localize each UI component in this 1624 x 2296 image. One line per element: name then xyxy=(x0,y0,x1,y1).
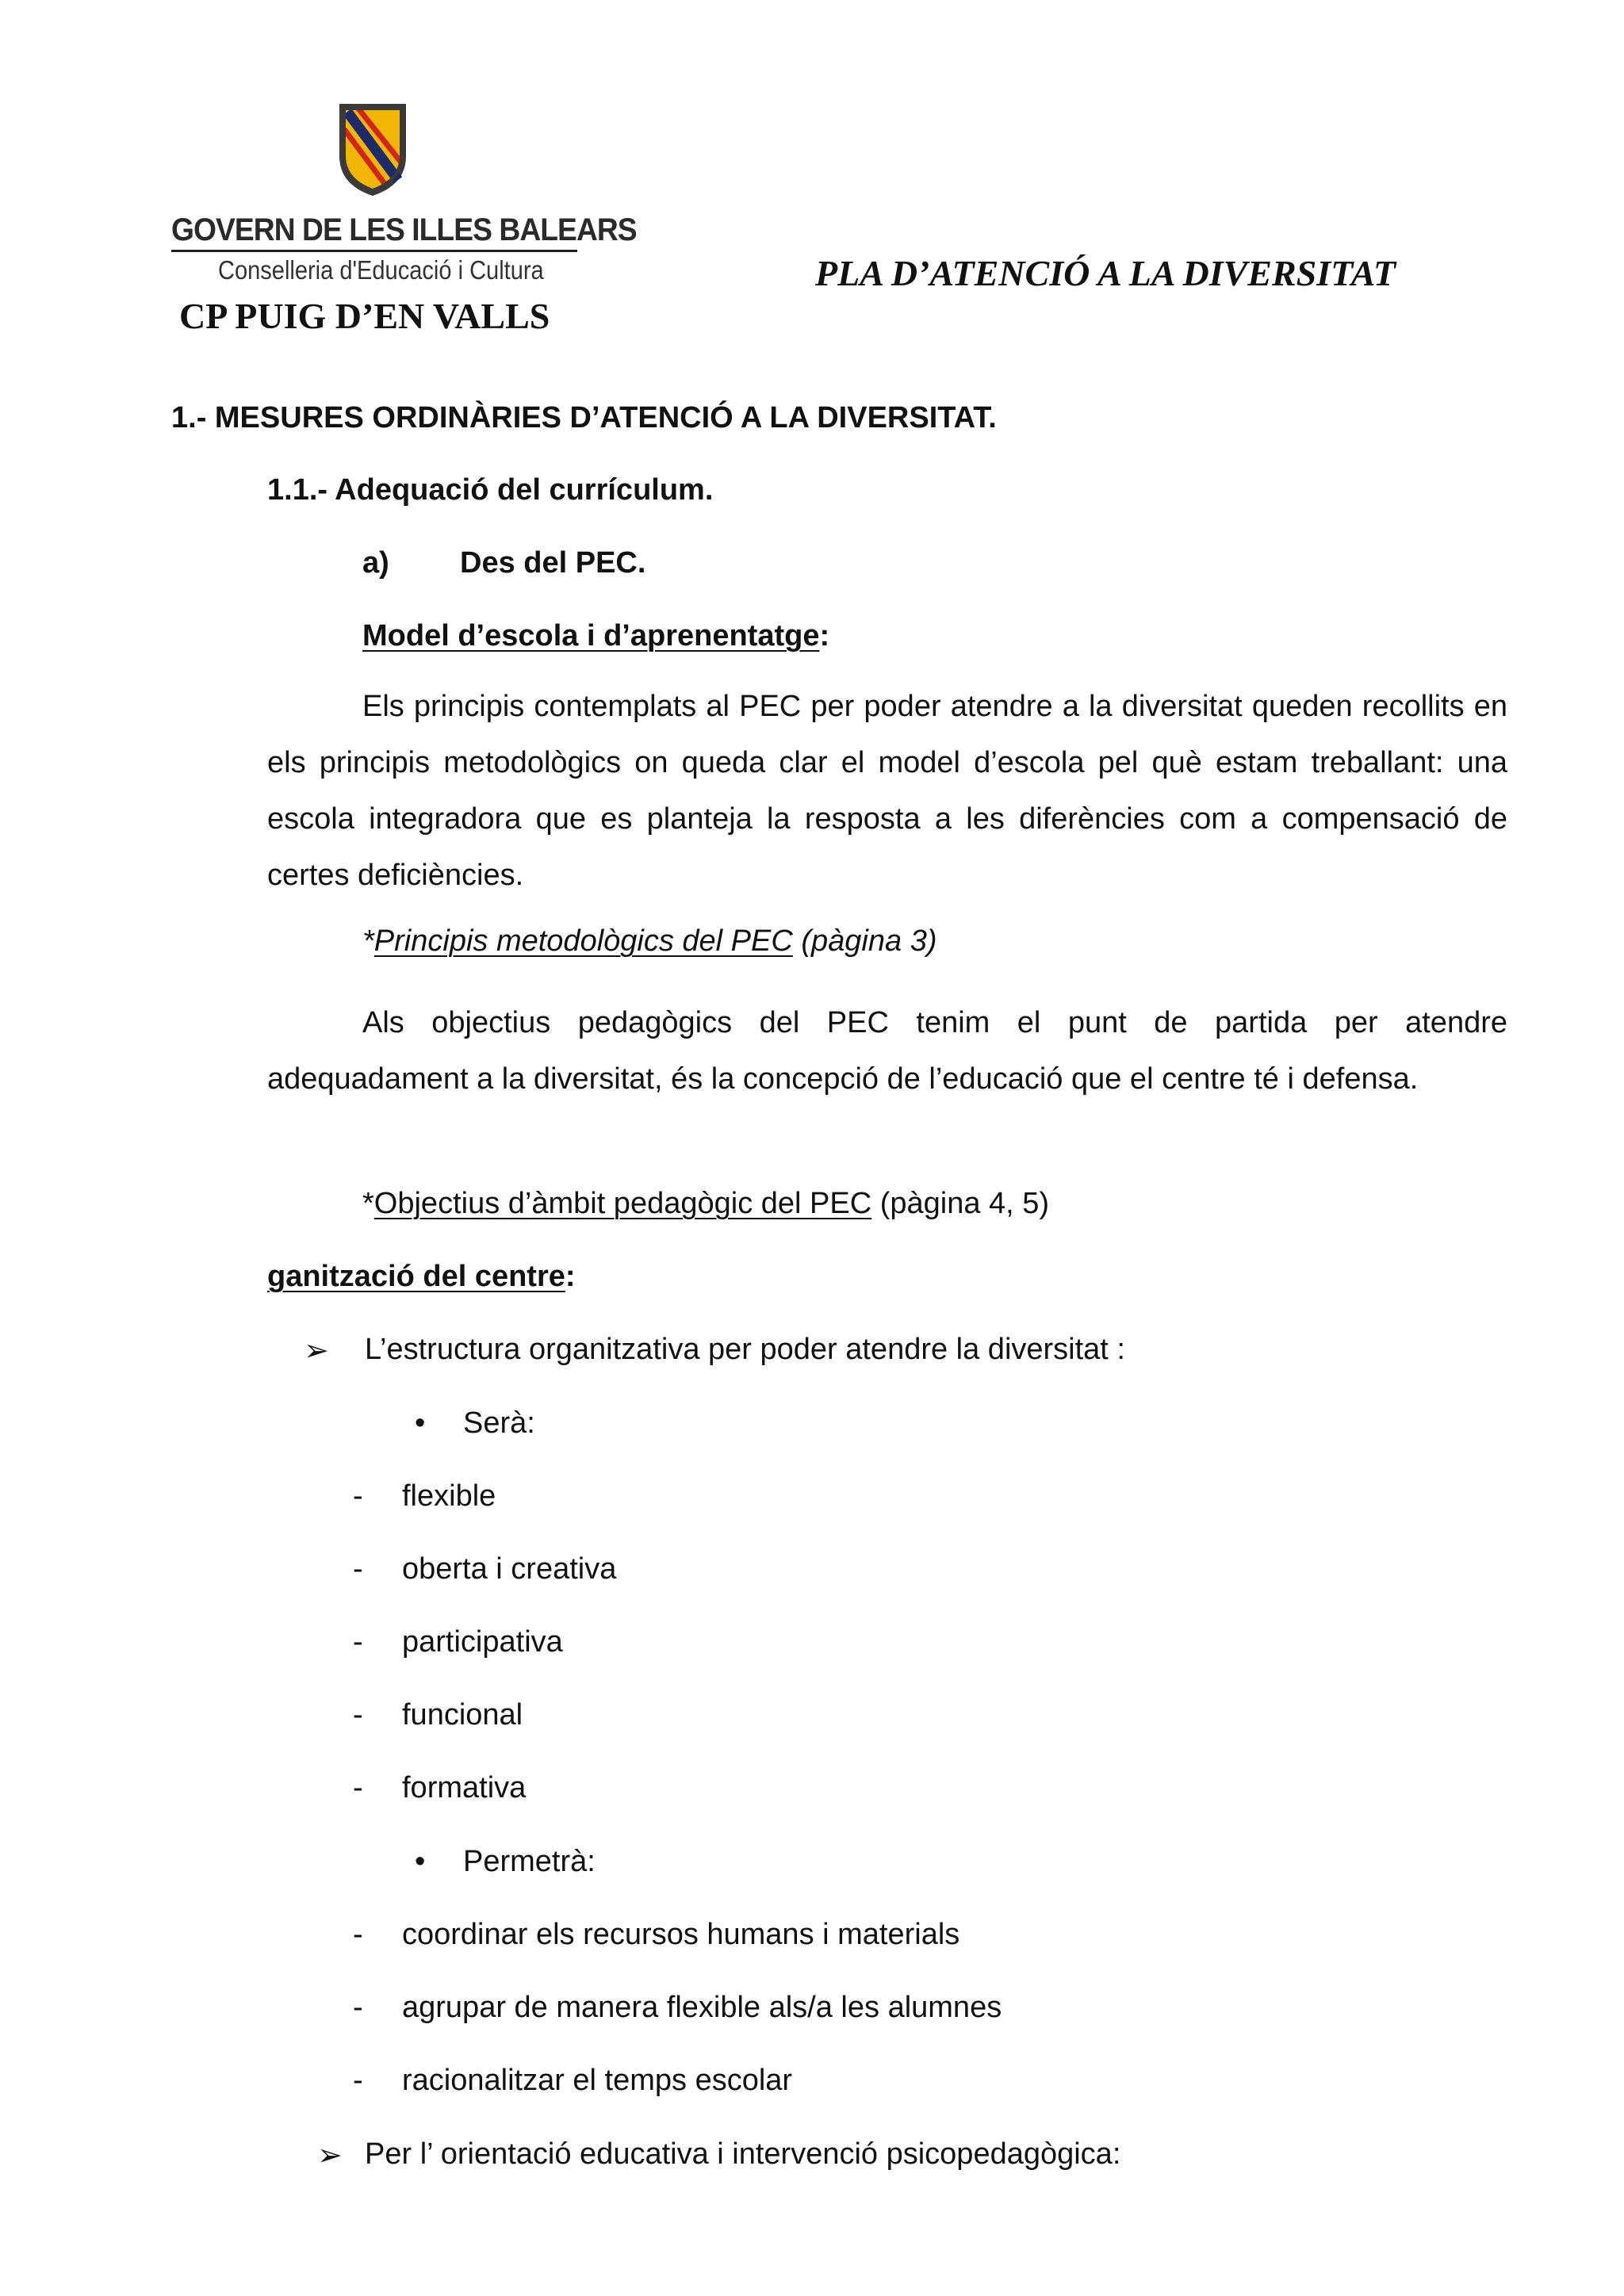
arrow-bullet-icon: ➢ xyxy=(317,2139,343,2172)
arrow-bullet-icon: ➢ xyxy=(304,1334,329,1368)
document-title: PLA D’ATENCIÓ A LA DIVERSITAT xyxy=(815,253,1396,293)
coat-of-arms-logo xyxy=(333,99,412,199)
list-item: flexible xyxy=(402,1479,496,1513)
list-item: racionalitzar el temps escolar xyxy=(402,2064,793,2097)
header-rule xyxy=(171,250,577,252)
bullet-icon: • xyxy=(415,1406,426,1440)
arrow-item: L’estructura organitzativa per poder atendre la diversitat : xyxy=(365,1333,1125,1366)
point-marker: a) xyxy=(362,546,389,580)
organization-heading: ganització del centre: xyxy=(267,1260,576,1293)
bullet-item: Serà: xyxy=(463,1406,535,1440)
objectives-reference: *Objectius d’àmbit pedagògic del PEC (pàgina 4, 5) xyxy=(362,1187,1050,1220)
dash-marker: - xyxy=(353,1479,363,1513)
subsection-title: 1.1.- Adequació del currículum. xyxy=(267,473,714,507)
government-name: GOVERN DE LES ILLES BALEARS xyxy=(171,212,637,247)
model-paragraph: Els principis contemplats al PEC per poder atendre a la diversitat queden recollits en els principis metodològics on queda clar el model d’escola pel què estam treballant: una escola integradora que es planteja la resposta a les diferències com a compensació de certes deficiències. xyxy=(267,690,1507,892)
school-name: CP PUIG D’EN VALLS xyxy=(179,296,550,336)
list-item: funcional xyxy=(402,1698,523,1732)
model-reference: *Principis metodològics del PEC (pàgina 3) xyxy=(362,924,937,958)
list-item: agrupar de manera flexible als/a les alumnes xyxy=(402,1991,1002,2024)
dash-marker: - xyxy=(353,1698,363,1732)
dash-marker: - xyxy=(353,1552,363,1586)
point-title: Des del PEC. xyxy=(460,546,646,580)
objectives-paragraph: Als objectius pedagògics del PEC tenim el punt de partida per atendre adequadament a la diversitat, és la concepció de l’educació que el centre té i defensa. xyxy=(267,1006,1507,1096)
dash-marker: - xyxy=(353,1918,363,1951)
dash-marker: - xyxy=(353,2064,363,2097)
department-name: Conselleria d'Educació i Cultura xyxy=(218,255,544,285)
arrow-item: Per l’ orientació educativa i intervenció psicopedagògica: xyxy=(365,2137,1121,2171)
bullet-item: Permetrà: xyxy=(463,1845,596,1878)
list-item: oberta i creativa xyxy=(402,1552,617,1586)
section-title: 1.- MESURES ORDINÀRIES D’ATENCIÓ A LA DIVERSITAT. xyxy=(171,401,997,434)
dash-marker: - xyxy=(353,1625,363,1659)
list-item: participativa xyxy=(402,1625,563,1659)
dash-marker: - xyxy=(353,1991,363,2024)
list-item: coordinar els recursos humans i materials xyxy=(402,1918,960,1951)
bullet-icon: • xyxy=(415,1845,426,1878)
model-heading: Model d’escola i d’aprenentatge: xyxy=(362,619,830,652)
dash-marker: - xyxy=(353,1771,363,1804)
list-item: formativa xyxy=(402,1771,527,1804)
